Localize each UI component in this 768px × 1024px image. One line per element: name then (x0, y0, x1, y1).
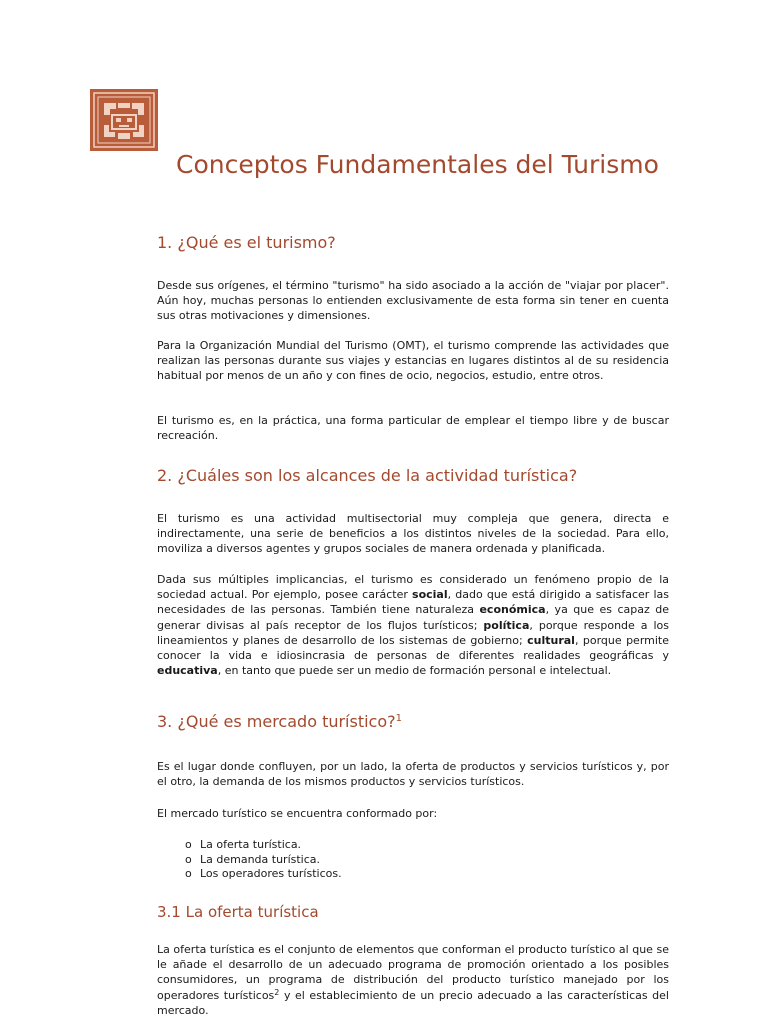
market-components-list (185, 838, 342, 882)
text-run: Dada sus múltiples implicancias, el turismo es considerado un fenómeno propio de la sociedad actual. Por ejemplo, posee carácter (157, 573, 669, 602)
pre-columbian-mask-logo-icon (90, 89, 158, 151)
list-item-label: Los operadores turísticos. (200, 867, 342, 880)
section-1-paragraph-3: El turismo es, en la práctica, una forma particular de emplear el tiempo libre y de buscar recreación. (157, 414, 669, 443)
list-item (185, 867, 342, 882)
bold-term-politica: política (483, 618, 530, 632)
section-1-heading: 1. ¿Qué es el turismo? (157, 233, 336, 252)
section-3-1-paragraph-1 (157, 942, 669, 1018)
bullet-marker: o (185, 838, 192, 851)
section-3-heading (157, 712, 402, 731)
section-2-paragraph-1: El turismo es una actividad multisectorial muy compleja que genera, directa e indirectamente, una serie de beneficios a los distintos niveles de la sociedad. Para ello, moviliza a diversos agentes y grupos sociales de manera ordenada y planificada. (157, 512, 669, 556)
text-run: La oferta turística es el conjunto de elementos que conforman el producto turístico al que se le añade el desarrollo de un adecuado programa de promoción orientado a los posibles consumidores, un programa de distribución del producto turístico manejado por los operadores turísticos (157, 943, 669, 1002)
document-title: Conceptos Fundamentales del Turismo (176, 150, 659, 179)
list-item (185, 838, 342, 853)
bullet-marker: o (185, 867, 192, 880)
bullet-marker: o (185, 852, 192, 866)
section-3-1-heading: 3.1 La oferta turística (157, 903, 319, 921)
section-1-paragraph-1: Desde sus orígenes, el término "turismo" ha sido asociado a la acción de "viajar por placer". Aún hoy, muchas personas lo entienden exclusivamente de esta forma sin tener en cuenta sus otras motivaciones y dimensiones. (157, 279, 669, 323)
section-3-heading-text: 3. ¿Qué es mercado turístico? (157, 712, 396, 731)
footnote-ref-2: 2 (274, 987, 280, 997)
section-2-paragraph-2 (157, 572, 669, 678)
section-2-heading: 2. ¿Cuáles son los alcances de la actividad turística? (157, 466, 578, 485)
bold-term-educativa: educativa (157, 664, 218, 678)
bold-term-cultural: cultural (527, 633, 575, 647)
section-1-paragraph-2: Para la Organización Mundial del Turismo (OMT), el turismo comprende las actividades que realizan las personas durante sus viajes y estancias en lugares distintos al de su residencia habitual por menos de un año y con fines de ocio, negocios, estudio, entre otros. (157, 339, 669, 383)
text-run: , porque responde a los lineamientos y planes de desarrollo de los sistemas de gobierno; (157, 618, 669, 647)
section-3-paragraph-2: El mercado turístico se encuentra conformado por: (157, 807, 438, 820)
text-run: , en tanto que puede ser un medio de formación personal e intelectual. (217, 664, 612, 678)
list-item-label: La demanda turística. (200, 852, 321, 866)
footnote-ref-1: 1 (395, 713, 403, 724)
list-item-label: La oferta turística. (200, 838, 302, 851)
text-run: y el establecimiento de un precio adecuado a las características del mercado. (157, 988, 669, 1017)
text-run: , porque permite conocer la vida e idiosincrasia de personas de diferentes realidades geográficas y (157, 633, 669, 663)
bold-term-social: social (412, 588, 448, 602)
section-3-paragraph-1: Es el lugar donde confluyen, por un lado, la oferta de productos y servicios turísticos y, por el otro, la demanda de los mismos productos y servicios turísticos. (157, 760, 669, 789)
bold-term-economica: económica (479, 603, 546, 617)
text-run: , dado que está dirigido a satisfacer las necesidades de las personas. También tiene naturaleza (157, 588, 670, 617)
text-run: , ya que es capaz de generar divisas al país receptor de los flujos turísticos; (157, 603, 669, 632)
list-item (185, 853, 342, 868)
